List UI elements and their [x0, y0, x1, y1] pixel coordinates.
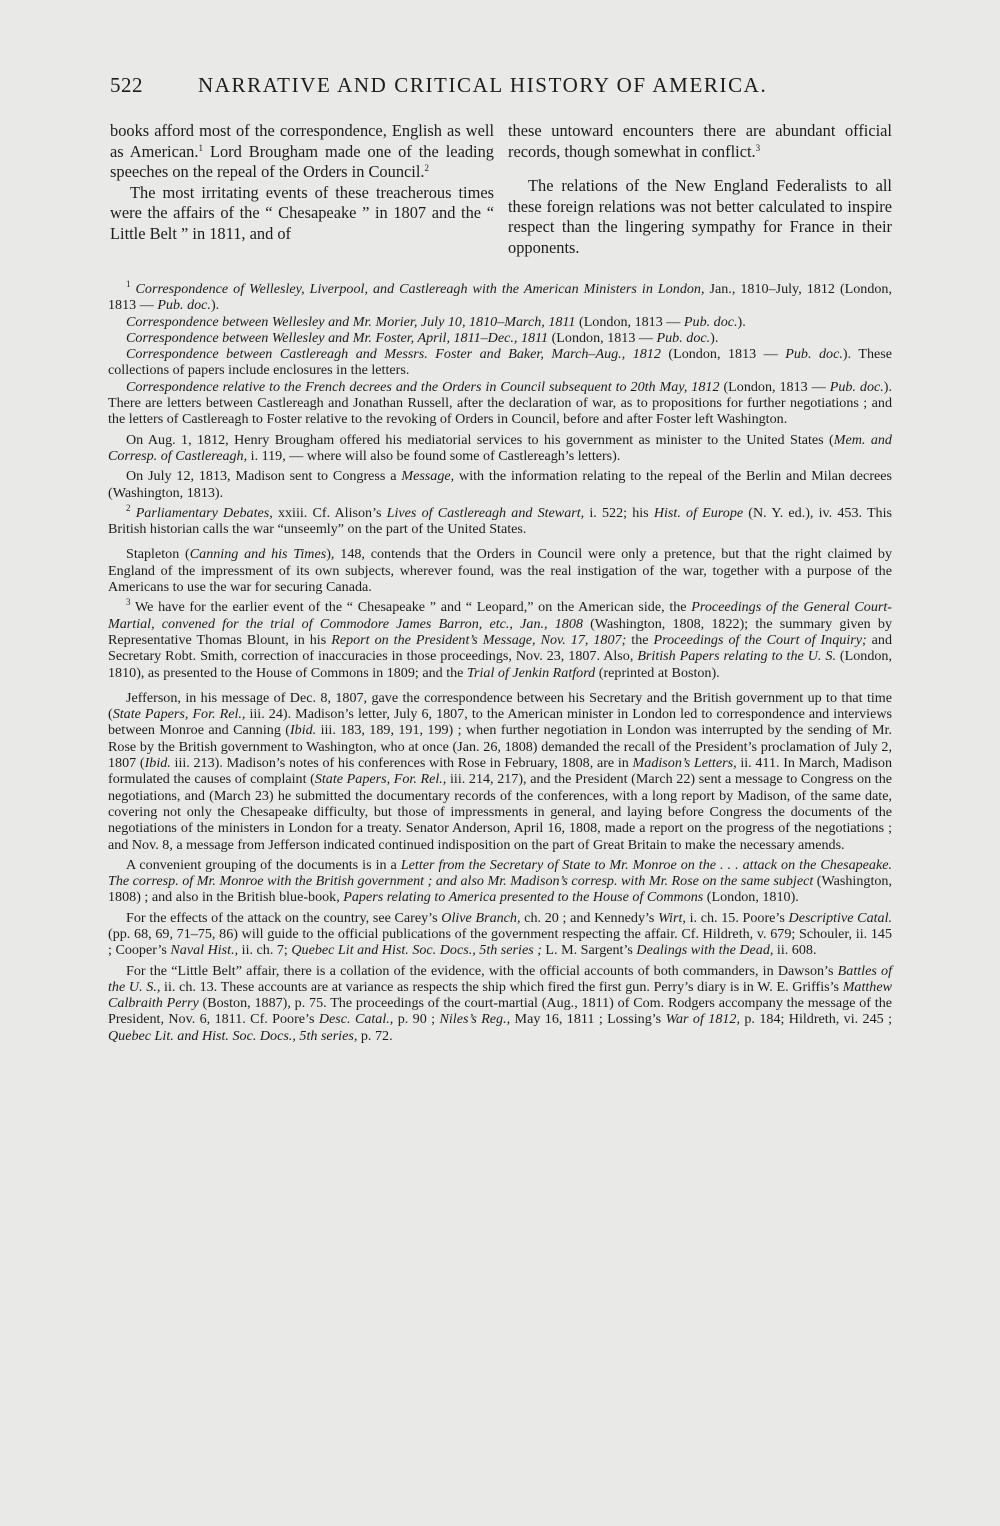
body-paragraph: The most irritating events of these treacherous times were the affairs of the “ Chesapeake ” in 1807 and the “ Little Belt ” in 1811, and of	[110, 182, 494, 243]
footnote-paragraph: Correspondence between Wellesley and Mr. Foster, April, 1811–Dec., 1811 (London, 1813 — Pub. doc.).	[126, 329, 719, 346]
footnote-paragraph: On July 12, 1813, Madison sent to Congress a Message, with the information relating to the repeal of the Berlin and Milan decrees (Washington, 1813).	[108, 468, 893, 501]
footnote-1: $^1$ Correspondence of Wellesley, Liverpool, and Castlereagh with the American Ministers in London, Jan., 1810–July, 1812 (London, 1813 — Pub. doc.).	[108, 279, 893, 314]
footnote-paragraph: A convenient grouping of the documents is in a Letter from the Secretary of State to Mr. Monroe on the . . . attack on the Chesapeake. The corresp. of Mr. Monroe with the British government ; and also Mr. Madison’s corresp. with Mr. Rose on the same subject (Washington, 1808) ; and also in the British blue-book, Papers relating to America presented to the House of Commons (London, 1810).	[108, 856, 892, 906]
body-paragraph: these untoward encounters there are abundant official records, though somewhat in conflict.$^3$	[508, 121, 892, 161]
running-title: NARRATIVE AND CRITICAL HISTORY OF AMERICA.	[198, 73, 768, 97]
footnote-3: $^3$ We have for the earlier event of the “ Chesapeake ” and “ Leopard,” on the American side, the Proceedings of the General Court-Martial, convened for the trial of Commodore James Barron, etc., Jan., 1808 (Washington, 1808, 1822); the summary given by Representative Thomas Blount, in his Report on the President’s Message, Nov. 17, 1807; the Proceedings of the Court of Inquiry; and Secretary Robt. Smith, correction of inaccuracies in those proceedings, Nov. 23, 1807. Also, British Papers relating to the U. S. (London, 1810), as presented to the House of Commons in 1809; and the Trial of Jenkin Ratford (reprinted at Boston).	[108, 597, 893, 681]
running-header	[110, 73, 810, 98]
footnote-paragraph: For the “Little Belt” affair, there is a collation of the evidence, with the official accounts of both commanders, in Dawson’s Battles of the U. S., ii. ch. 13. These accounts are at variance as respects the ship which fired the first gun. Perry’s diary is in W. E. Griffis’s Matthew Calbraith Perry (Boston, 1887), p. 75. The proceedings of the court-martial (Aug., 1811) of Com. Rodgers accompany the message of the President, Nov. 6, 1811. Cf. Poore’s Desc. Catal., p. 90 ; Niles’s Reg., May 16, 1811 ; Lossing’s War of 1812, p. 184; Hildreth, vi. 245 ; Quebec Lit. and Hist. Soc. Docs., 5th series, p. 72.	[108, 962, 893, 1044]
footnote-paragraph: On Aug. 1, 1812, Henry Brougham offered his mediatorial services to his government as minister to the United States (Mem. and Corresp. of Castlereagh, i. 119, — where will also be found some of Castlereagh’s letters).	[108, 431, 892, 464]
footnote-paragraph: Stapleton (Canning and his Times), 148, contends that the Orders in Council were only a pretence, but that the right claimed by England of the impressment of its own subjects, wherever found, was the real instigation of the war, together with a purpose of the Americans to use the war for securing Canada.	[108, 546, 892, 596]
footnote-paragraph: For the effects of the attack on the country, see Carey’s Olive Branch, ch. 20 ; and Kennedy’s Wirt, i. ch. 15. Poore’s Descriptive Catal. (pp. 68, 69, 71–75, 86) will guide to the official publications of the government respecting the affair. Cf. Hildreth, v. 679; Schouler, ii. 145 ; Cooper’s Naval Hist., ii. ch. 7; Quebec Lit and Hist. Soc. Docs., 5th series ; L. M. Sargent’s Dealings with the Dead, ii. 608.	[108, 909, 893, 959]
footnote-paragraph: Correspondence between Wellesley and Mr. Morier, July 10, 1810–March, 1811 (London, 1813 — Pub. doc.).	[126, 313, 746, 330]
footnote-paragraph: Correspondence relative to the French decrees and the Orders in Council subsequent to 20th May, 1812 (London, 1813 — Pub. doc.). There are letters between Castlereagh and Jonathan Russell, after the declaration of war, as to propositions for further negotiations ; and the letters of Castlereagh to Foster relative to the revoking of Orders in Council, before and after Foster left Washington.	[108, 378, 893, 428]
footnote-2: $^2$ Parliamentary Debates, xxiii. Cf. Alison’s Lives of Castlereagh and Stewart, i. 522; his Hist. of Europe (N. Y. ed.), iv. 453. This British historian calls the war “unseemly” on the part of the United States.	[108, 502, 892, 538]
footnote-ref: 1	[198, 142, 203, 153]
footnote-ref: 3	[755, 142, 761, 153]
body-column-left	[110, 121, 494, 244]
footnote-paragraph: Correspondence between Castlereagh and Messrs. Foster and Baker, March–Aug., 1812 (London, 1813 — Pub. doc.). These collections of papers include enclosures in the letters.	[108, 346, 892, 379]
body-column-right	[508, 121, 892, 258]
page-number: 522	[110, 73, 143, 97]
footnotes	[108, 281, 892, 1048]
footnote-ref: 2	[424, 163, 430, 173]
body-paragraph: The relations of the New England Federalists to all these foreign relations was not better calculated to inspire respect than the lingering sympathy for France in their opponents.	[508, 176, 892, 257]
footnote-paragraph: Jefferson, in his message of Dec. 8, 1807, gave the correspondence between his Secretary and the British government up to that time (State Papers, For. Rel., iii. 24). Madison’s letter, July 6, 1807, to the American minister in London led to correspondence and interviews between Monroe and Canning (Ibid. iii. 183, 189, 191, 199) ; when further negotiation in London was interrupted by the sending of Mr. Rose by the British government to Washington, who at once (Jan. 26, 1808) demanded the recall of the President’s proclamation of July 2, 1807 (Ibid. iii. 213). Madison’s notes of his conferences with Rose in February, 1808, are in Madison’s Letters, ii. 411. In March, Madison formulated the causes of complaint (State Papers, For. Rel., iii. 214, 217), and the President (March 22) sent a message to Congress on the negotiations, and (March 23) he submitted the documentary records of the conferences, with a long report by Madison, of the same date, covering not only the Chesapeake difficulty, but those of impressments in general, and laying before Congress the documents of the negotiations of the ministers in London for a treaty. Senator Anderson, April 16, 1808, made a report on the progress of the negotiations ; and Nov. 8, a message from Jefferson indicated continued indisposition on the part of Great Britain to make the necessary amends.	[108, 689, 892, 853]
body-paragraph: books afford most of the correspondence, English as well as American.$^1$ Lord Brougham made one of the leading speeches on the repeal of the Orders in Council.$^2$	[110, 121, 494, 181]
